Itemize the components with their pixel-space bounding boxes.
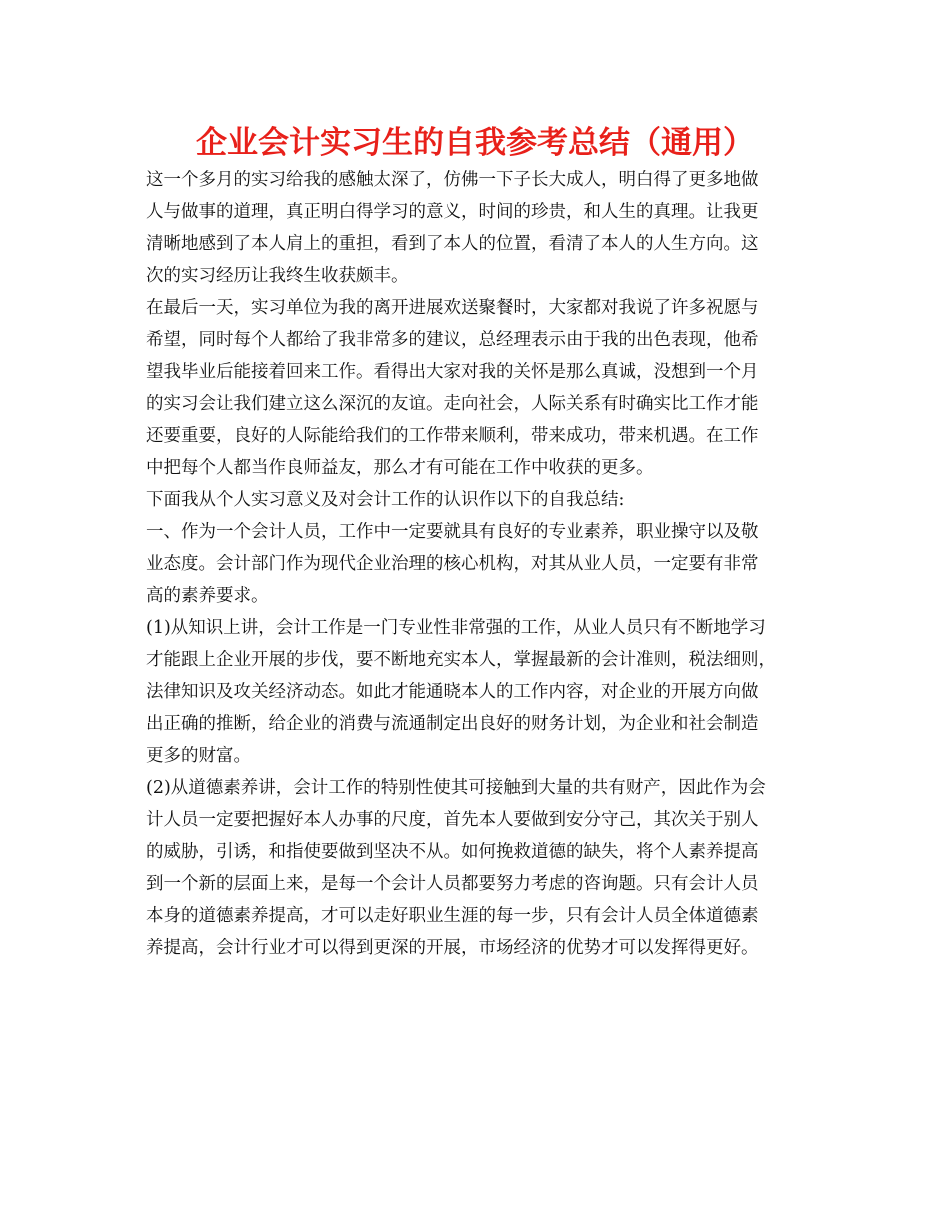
text-line: 下面我从个人实习意义及对会计工作的认识作以下的自我总结: [146, 490, 625, 510]
text-line: 望我毕业后能接着回来工作。看得出大家对我的关怀是那么真诚，没想到一个月 [146, 362, 759, 382]
text-line: 清晰地感到了本人肩上的重担，看到了本人的位置，看清了本人的人生方向。这 [146, 234, 759, 254]
text-line: 计人员一定要把握好本人办事的尺度，首先本人要做到安分守己，其次关于别人 [146, 810, 759, 830]
text-line: 才能跟上企业开展的步伐，要不断地充实本人，掌握最新的会计准则，税法细则， [146, 650, 776, 670]
text-line: 希望，同时每个人都给了我非常多的建议，总经理表示由于我的出色表现，他希 [146, 330, 759, 350]
document-body [146, 164, 806, 964]
text-line: 出正确的推断，给企业的消费与流通制定出良好的财务计划，为企业和社会制造 [146, 714, 759, 734]
text-line: 次的实习经历让我终生收获颇丰。 [146, 266, 409, 286]
text-line: 业态度。会计部门作为现代企业治理的核心机构，对其从业人员，一定要有非常 [146, 554, 759, 574]
document-title: 企业会计实习生的自我参考总结（通用） [196, 125, 754, 161]
text-line: 人与做事的道理，真正明白得学习的意义，时间的珍贵，和人生的真理。让我更 [146, 202, 759, 222]
text-line: 中把每个人都当作良师益友，那么才有可能在工作中收获的更多。 [146, 458, 654, 478]
text-line: 高的素养要求。 [146, 586, 269, 606]
text-line: 的实习会让我们建立这么深沉的友谊。走向社会，人际关系有时确实比工作才能 [146, 394, 759, 414]
text-line: 到一个新的层面上来，是每一个会计人员都要努力考虑的咨询题。只有会计人员 [146, 874, 759, 894]
text-line: 法律知识及攻关经济动态。如此才能通晓本人的工作内容，对企业的开展方向做 [146, 682, 759, 702]
text-line: 还要重要，良好的人际能给我们的工作带来顺利，带来成功，带来机遇。在工作 [146, 426, 759, 446]
text-line: 更多的财富。 [146, 746, 251, 766]
text-line: 本身的道德素养提高，才可以走好职业生涯的每一步，只有会计人员全体道德素 [146, 906, 759, 926]
text-line: 在最后一天，实习单位为我的离开进展欢送聚餐时，大家都对我说了许多祝愿与 [146, 298, 759, 318]
text-line: 的威胁，引诱，和指使要做到坚决不从。如何挽救道德的缺失，将个人素养提高 [146, 842, 759, 862]
text-line: 养提高，会计行业才可以得到更深的开展，市场经济的优势才可以发挥得更好。 [146, 938, 759, 958]
text-line: (1)从知识上讲，会计工作是一门专业性非常强的工作，从业人员只有不断地学习 [146, 618, 766, 638]
text-line: (2)从道德素养讲，会计工作的特别性使其可接触到大量的共有财产，因此作为会 [146, 778, 766, 798]
text-line: 一、作为一个会计人员，工作中一定要就具有良好的专业素养，职业操守以及敬 [146, 522, 759, 542]
text-line: 这一个多月的实习给我的感触太深了，仿佛一下子长大成人，明白得了更多地做 [146, 170, 759, 190]
